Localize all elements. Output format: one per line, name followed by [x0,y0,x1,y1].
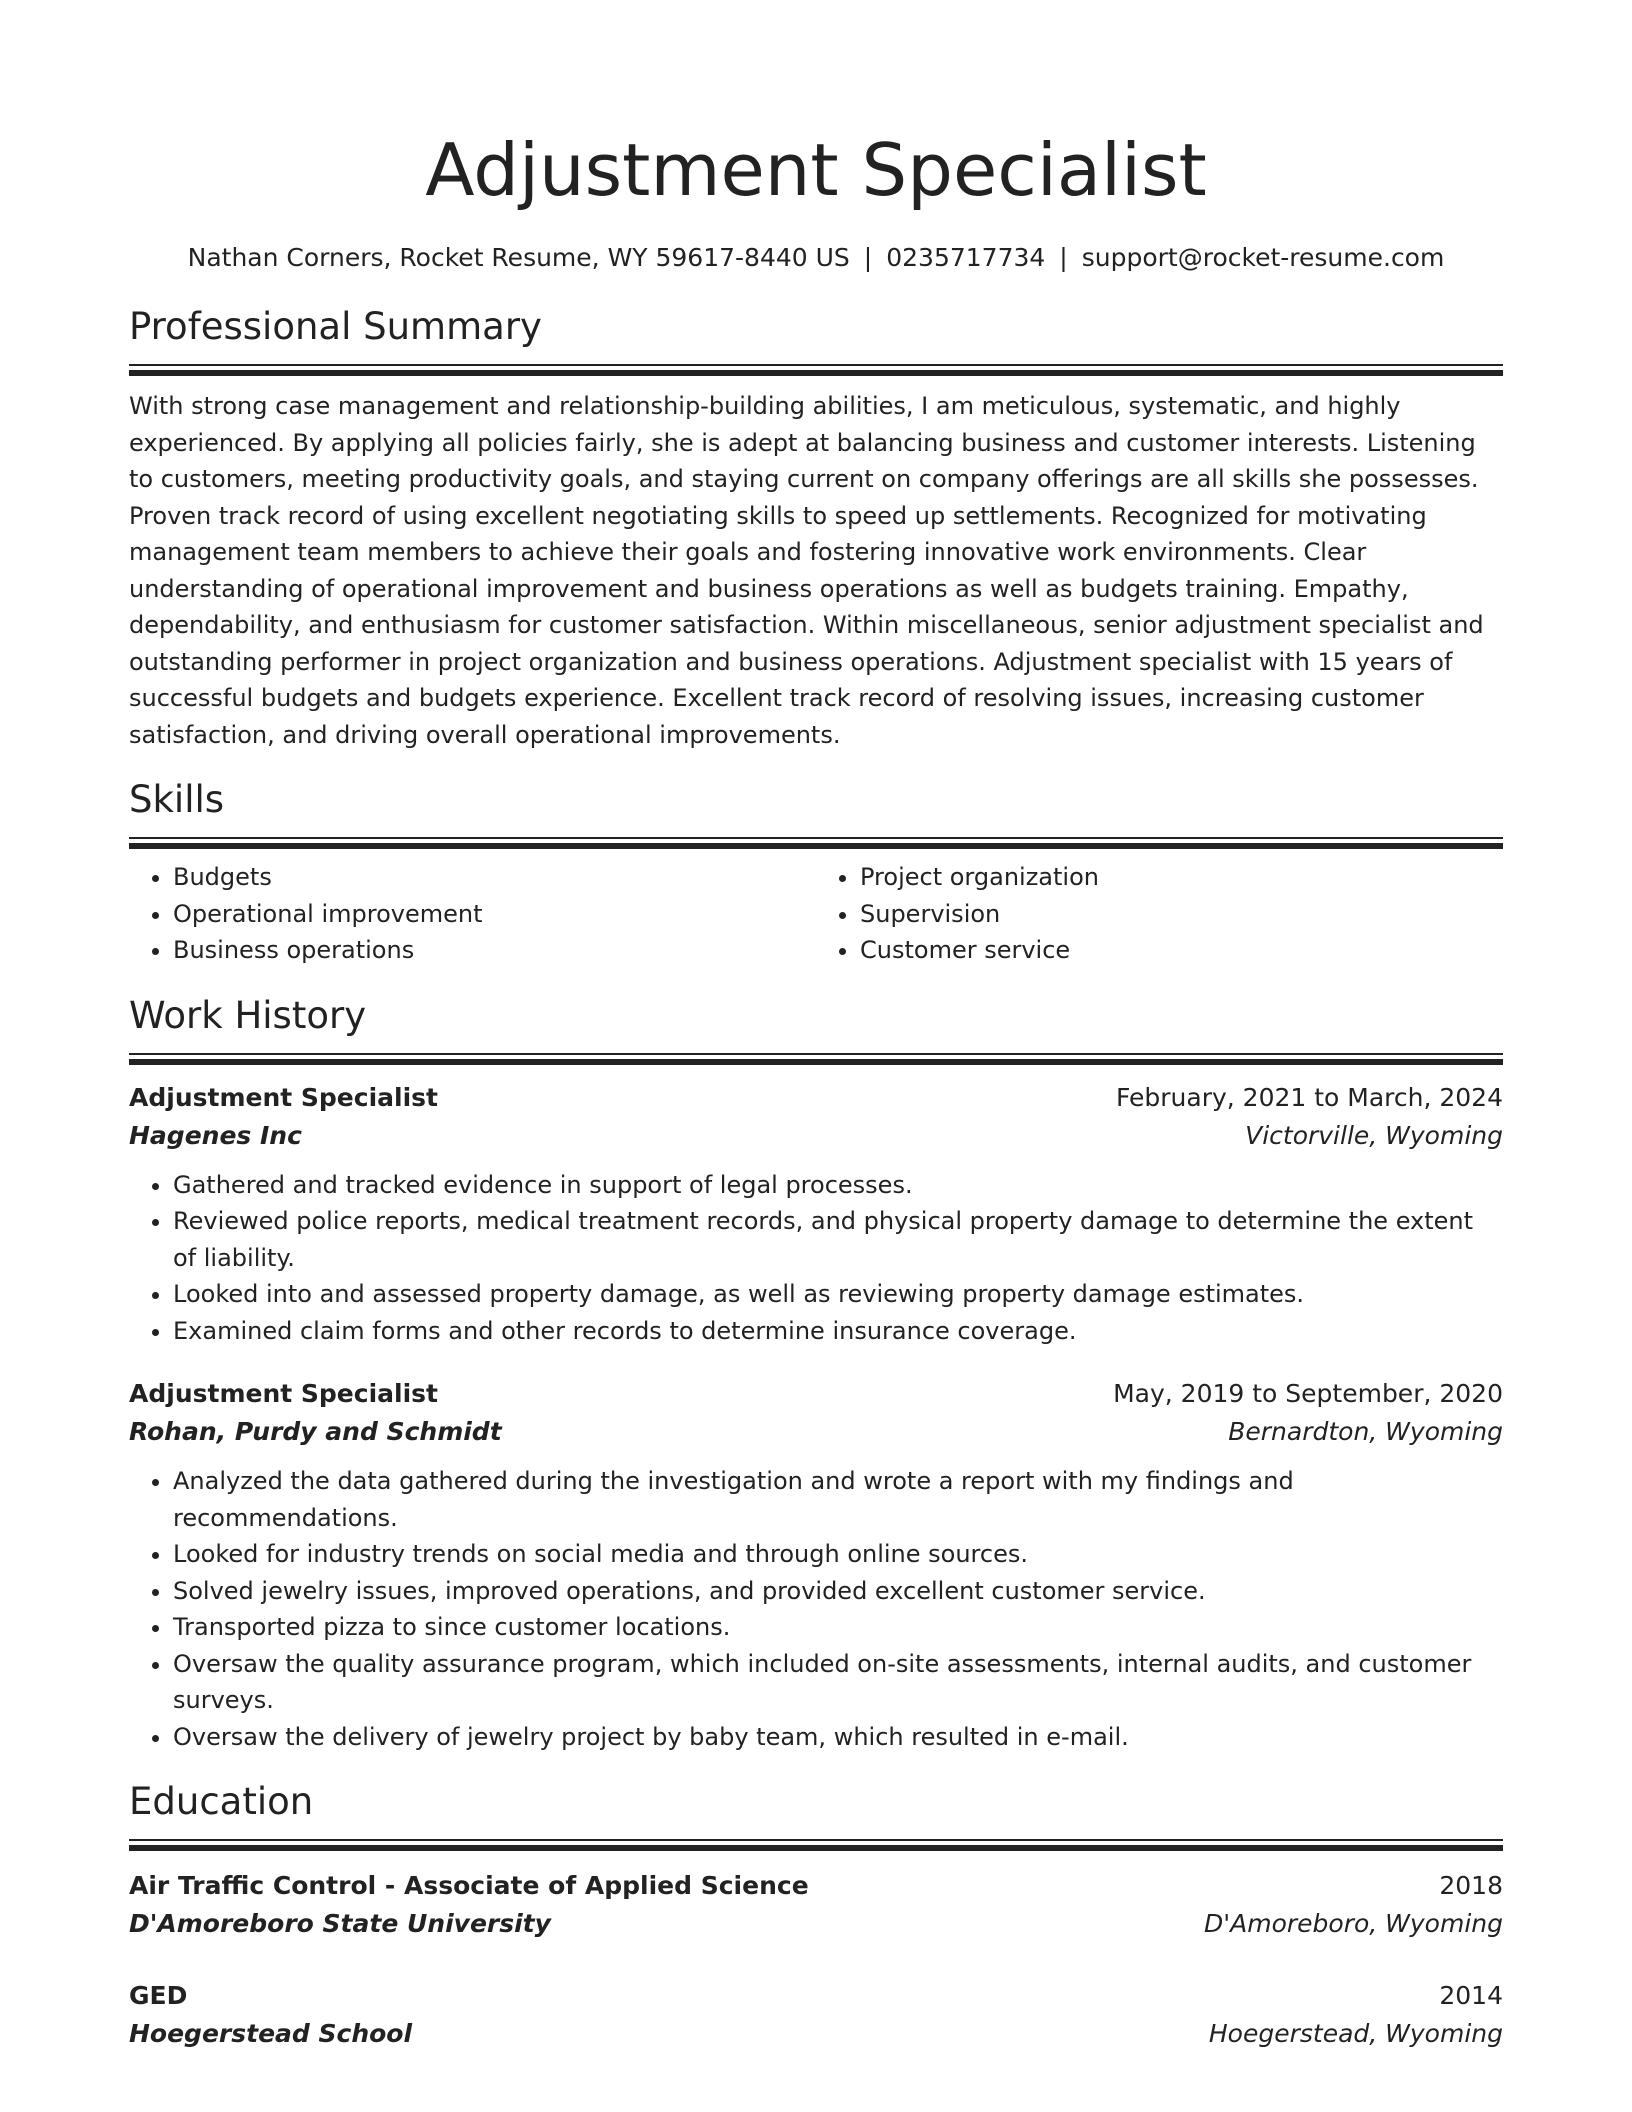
contact-address: Nathan Corners, Rocket Resume, WY 59617-8440 US [187,243,850,272]
education-degree: Air Traffic Control - Associate of Applied Science [129,1871,809,1900]
education-header [129,1867,1503,1905]
education-header [129,1977,1503,2015]
job-bullet: • Oversaw the quality assurance program, which included on-site assessments, internal audits, and customer surveys. [173,1646,1503,1719]
skills-section [129,775,1503,969]
education-school: Hoegerstead School [129,2019,413,2048]
job-location: Victorville, Wyoming [1245,1120,1503,1150]
contact-phone: 0235717734 [886,243,1046,272]
education-subheader [129,1905,1503,1943]
education-entry [129,1977,1503,2053]
contact-line [129,240,1503,276]
contact-separator: | [1059,243,1068,272]
section-divider [129,1053,1503,1065]
skill-item: • Project organization [860,859,1503,896]
skill-item: • Operational improvement [173,896,816,933]
section-divider [129,837,1503,849]
education-year: 2014 [1439,1981,1503,2010]
job-bullet: • Gathered and tracked evidence in support of legal processes. [173,1167,1503,1204]
section-title-education: Education [129,1780,314,1823]
job-bullet: • Transported pizza to since customer locations. [173,1609,1503,1646]
job-bullet: • Looked for industry trends on social media and through online sources. [173,1536,1503,1573]
section-title-summary: Professional Summary [129,305,542,348]
job-subheader [129,1117,1503,1155]
job-entry [129,1079,1503,1350]
work-section [129,991,1503,1756]
education-school: D'Amoreboro State University [129,1909,551,1938]
job-location: Bernardton, Wyoming [1228,1417,1503,1446]
job-bullets [129,1463,1503,1755]
education-subheader [129,2015,1503,2053]
job-bullet: • Examined claim forms and other records to determine insurance coverage. [173,1313,1503,1350]
section-title-work: Work History [129,993,367,1037]
job-bullet: • Reviewed police reports, medical treatment records, and physical property damage to determine the extent of liability. [173,1203,1503,1276]
skill-item: • Supervision [860,896,1503,933]
job-entry [129,1375,1503,1755]
job-dates: May, 2019 to September, 2020 [1113,1379,1503,1408]
job-company: Rohan, Purdy and Schmidt [129,1417,502,1446]
section-title-skills: Skills [129,778,225,821]
job-bullet: • Oversaw the delivery of jewelry project by baby team, which resulted in e-mail. [173,1719,1503,1756]
job-dates: February, 2021 to March, 2024 [1115,1082,1503,1112]
skills-column-right [816,859,1503,969]
education-year: 2018 [1439,1871,1503,1900]
job-bullet: • Analyzed the data gathered during the investigation and wrote a report with my findings and recommendations. [173,1463,1503,1536]
skill-item: • Customer service [860,932,1503,969]
contact-separator: | [863,243,873,272]
job-bullet: • Looked into and assessed property damage, as well as reviewing property damage estimates. [173,1276,1503,1313]
education-entry [129,1867,1503,1943]
education-location: D'Amoreboro, Wyoming [1204,1909,1503,1938]
education-location: Hoegerstead, Wyoming [1208,2019,1503,2048]
section-divider [129,1839,1503,1851]
job-subheader [129,1413,1503,1451]
skills-column-left [129,859,816,969]
job-title: Adjustment Specialist [129,1082,438,1112]
section-divider [129,364,1503,376]
job-bullets [129,1167,1503,1350]
job-company: Hagenes Inc [129,1120,302,1150]
contact-email: support@rocket-resume.com [1081,243,1445,272]
resume-name: Adjustment Specialist [425,128,1207,212]
skills-list [129,859,1503,969]
summary-text: With strong case management and relationship-building abilities, I am meticulous, systematic, and highly experienced. By applying all policies fairly, she is adept at balancing business and customer interests. Listening to customers, meeting productivity goals, and staying current on company offerings are all skills she possesses. Proven track record of using excellent negotiating skills to speed up settlements. Recognized for motivating management team members to achieve their goals and fostering innovative work environments. Clear understanding of operational improvement and business operations as well as budgets training. Empathy, dependability, and enthusiasm for customer satisfaction. Within miscellaneous, senior adjustment specialist and outstanding performer in project organization and business operations. Adjustment specialist with 15 years of successful budgets and budgets experience. Excellent track record of resolving issues, increasing customer satisfaction, and driving overall operational improvements. [129,392,1484,749]
skill-item: • Business operations [173,932,816,969]
summary-section [129,302,1503,753]
skill-item: • Budgets [173,859,816,896]
education-degree: GED [129,1981,188,2010]
job-header [129,1079,1503,1117]
job-header [129,1375,1503,1413]
job-bullet: • Solved jewelry issues, improved operations, and provided excellent customer service. [173,1573,1503,1610]
job-title: Adjustment Specialist [129,1379,438,1408]
education-section [129,1777,1503,2053]
